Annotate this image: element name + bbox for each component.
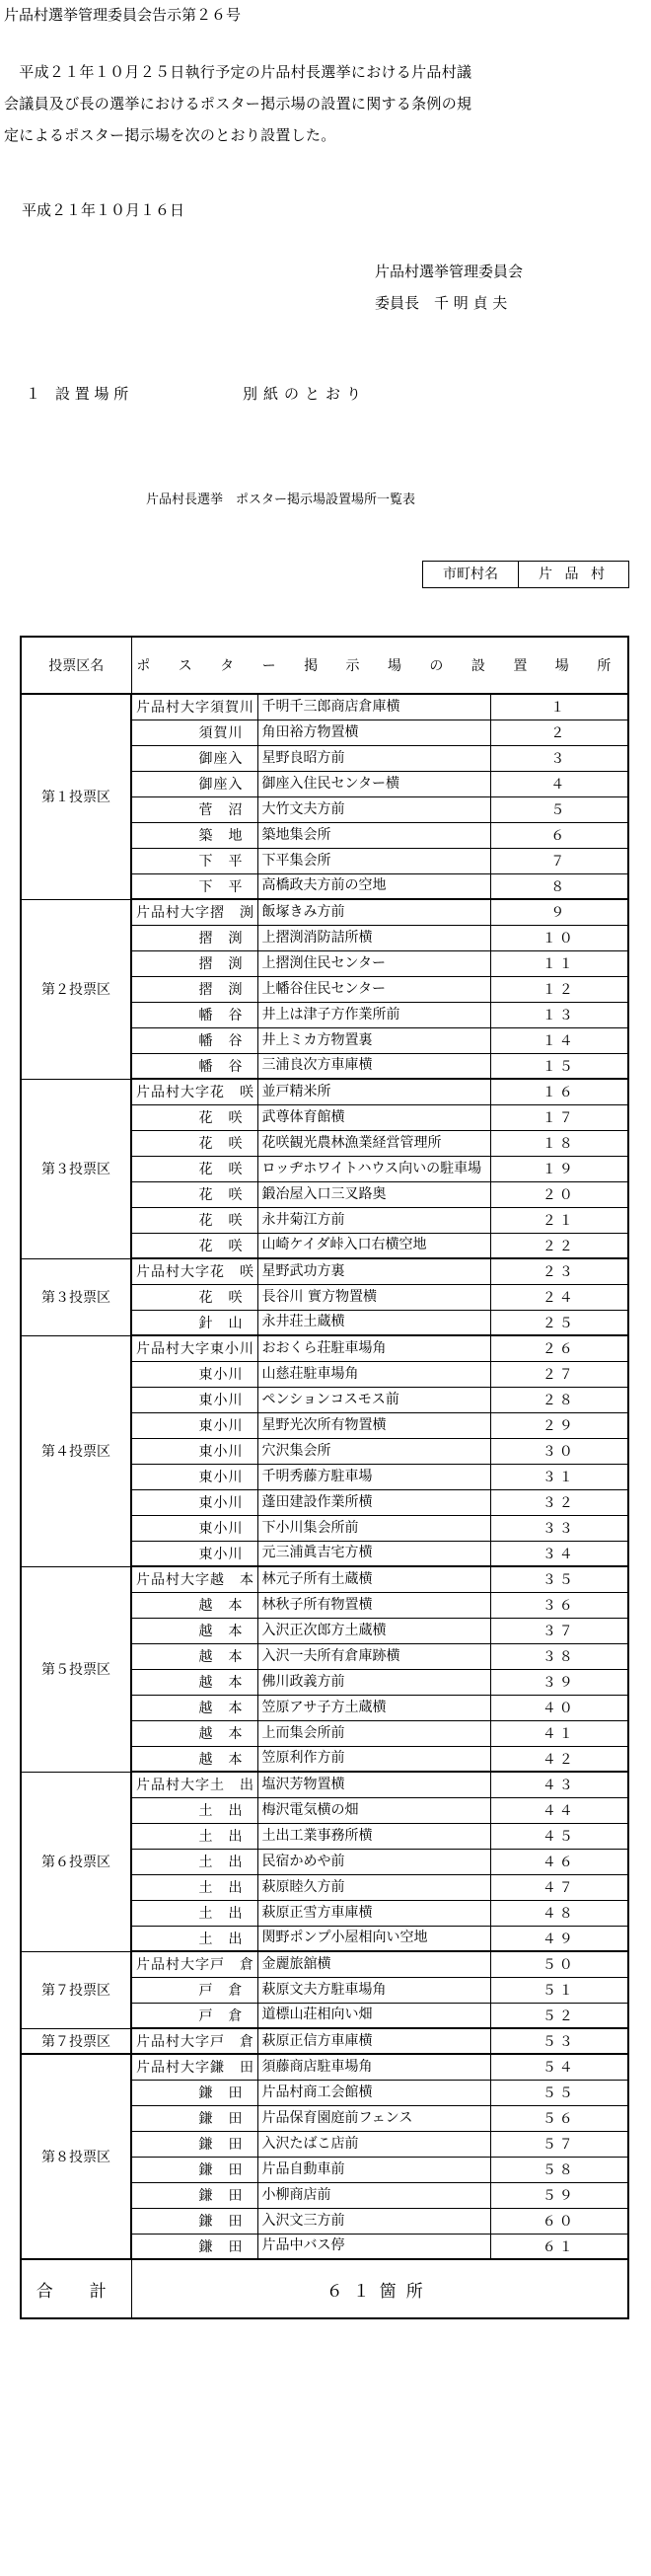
location-name: 萩原睦久方前 [257,1874,490,1900]
location-name: 入沢一夫所有倉庫跡横 [257,1643,490,1669]
location-number: １１ [490,950,628,976]
location-name: 長谷川 實方物置横 [257,1284,490,1310]
location-number: １４ [490,1027,628,1053]
location-name: 笠原利作方前 [257,1746,490,1772]
location-number: ２９ [490,1412,628,1438]
location-name: ロッヂホワイトハウス向いの駐車場 [257,1156,490,1181]
district-name: 第３投票区 [21,1258,131,1335]
location-name: 林秋子所有物置横 [257,1592,490,1618]
location-name: 須藤商店駐車場角 [257,2054,490,2080]
area-name: 片品村大字鎌 田 [131,2054,257,2080]
location-number: ８ [490,873,628,899]
location-number: ６０ [490,2208,628,2234]
location-number: １５ [490,1053,628,1079]
area-name: 土 出 [131,1874,257,1900]
area-name: 土 出 [131,1900,257,1926]
location-number: ５３ [490,2028,628,2054]
location-name: 鍛冶屋入口三叉路奥 [257,1181,490,1207]
location-number: １０ [490,925,628,950]
table-body [21,694,628,2259]
location-number: ３７ [490,1618,628,1643]
location-number: ４６ [490,1849,628,1874]
location-name: 入沢文三方前 [257,2208,490,2234]
district-name: 第１投票区 [21,694,131,899]
location-number: ４２ [490,1746,628,1772]
location-number: ２４ [490,1284,628,1310]
district-name: 第２投票区 [21,899,131,1079]
location-number: ４０ [490,1695,628,1720]
location-name: 大竹文夫方前 [257,796,490,822]
location-number: ２０ [490,1181,628,1207]
location-number: ２６ [490,1335,628,1361]
location-number: ５８ [490,2157,628,2182]
area-name: 土 出 [131,1797,257,1823]
area-name: 越 本 [131,1643,257,1669]
location-name: 星野光次所有物置横 [257,1412,490,1438]
location-name: おおくら荘駐車場角 [257,1335,490,1361]
area-name: 下 平 [131,873,257,899]
location-number: ６ [490,822,628,848]
location-name: 関野ポンプ小屋相向い空地 [257,1926,490,1951]
list-title: 片品村長選挙 ポスター掲示場設置場所一覧表 [146,492,416,507]
committee-name: 片品村選挙管理委員会 [375,263,524,280]
location-name: 入沢たばこ店前 [257,2131,490,2157]
location-number: １２ [490,976,628,1002]
column-header-location: ポ ス タ ー 掲 示 場 の 設 置 場 所 [131,637,628,694]
area-name: 越 本 [131,1746,257,1772]
location-name: 入沢正次郎方土蔵横 [257,1618,490,1643]
table-row [21,1079,628,1104]
area-name: 幡 谷 [131,1002,257,1027]
location-number: １７ [490,1104,628,1130]
location-number: ３０ [490,1438,628,1464]
area-name: 片品村大字東小川 [131,1335,257,1361]
location-number: ３５ [490,1566,628,1592]
district-name: 第７投票区 [21,2028,131,2054]
table-row [21,1951,628,1977]
district-name: 第６投票区 [21,1772,131,1951]
location-number: ５７ [490,2131,628,2157]
location-name: 笠原アサ子方土蔵横 [257,1695,490,1720]
area-name: 摺 渕 [131,950,257,976]
location-name: 永井荘土蔵横 [257,1310,490,1335]
location-name: 梅沢電気横の畑 [257,1797,490,1823]
area-name: 片品村大字土 出 [131,1772,257,1797]
item-1-label: １ 設 置 場 所 [26,385,129,403]
table-row [21,1258,628,1284]
area-name: 花 咲 [131,1130,257,1156]
area-name: 御座入 [131,771,257,796]
location-number: ４３ [490,1772,628,1797]
committee-chair: 委員長 千 明 貞 夫 [375,294,508,312]
area-name: 東小川 [131,1541,257,1566]
location-name: 上而集会所前 [257,1720,490,1746]
location-number: ３３ [490,1515,628,1541]
location-number: ４４ [490,1797,628,1823]
location-number: ５９ [490,2182,628,2208]
table-row [21,2054,628,2080]
location-name: 三浦良次方車庫横 [257,1053,490,1079]
area-name: 越 本 [131,1720,257,1746]
location-name: 萩原正雪方車庫横 [257,1900,490,1926]
location-number: ５ [490,796,628,822]
area-name: 片品村大字花 咲 [131,1079,257,1104]
area-name: 土 出 [131,1849,257,1874]
location-name: 片品自動車前 [257,2157,490,2182]
notice-header: 片品村選挙管理委員会告示第２６号 [4,6,242,24]
municipality-box [422,561,629,588]
area-name: 花 咲 [131,1284,257,1310]
area-name: 東小川 [131,1412,257,1438]
location-number: １８ [490,1130,628,1156]
area-name: 東小川 [131,1361,257,1387]
location-name: 土出工業事務所横 [257,1823,490,1849]
area-name: 鎌 田 [131,2208,257,2234]
location-number: ３６ [490,1592,628,1618]
location-number: ５２ [490,2003,628,2028]
location-name: 上幡谷住民センター [257,976,490,1002]
location-name: 築地集会所 [257,822,490,848]
location-number: ４５ [490,1823,628,1849]
area-name: 越 本 [131,1618,257,1643]
area-name: 片品村大字戸 倉 [131,2028,257,2054]
notice-body-line-2: 会議員及び長の選挙におけるポスター掲示場の設置に関する条例の規 [4,95,472,113]
location-number: ５１ [490,1977,628,2003]
location-name: 御座入住民センター横 [257,771,490,796]
table-row [21,1772,628,1797]
location-name: 山崎ケイダ峠入口右横空地 [257,1233,490,1258]
location-name: 下平集会所 [257,848,490,873]
location-name: 蓬田建設作業所横 [257,1489,490,1515]
location-number: ６１ [490,2234,628,2259]
area-name: 越 本 [131,1669,257,1695]
location-name: 萩原文夫方駐車場角 [257,1977,490,2003]
location-number: ２５ [490,1310,628,1335]
area-name: 針 山 [131,1310,257,1335]
area-name: 東小川 [131,1464,257,1489]
total-label: 合 計 [21,2259,131,2318]
area-name: 片品村大字摺 渕 [131,899,257,925]
location-number: １６ [490,1079,628,1104]
location-name: 並戸精米所 [257,1079,490,1104]
location-name: 元三浦眞吉宅方横 [257,1541,490,1566]
location-name: 上摺渕住民センター [257,950,490,976]
location-name: 小柳商店前 [257,2182,490,2208]
area-name: 鎌 田 [131,2157,257,2182]
table-row [21,899,628,925]
area-name: 土 出 [131,1926,257,1951]
location-number: ４ [490,771,628,796]
location-number: ７ [490,848,628,873]
area-name: 幡 谷 [131,1027,257,1053]
location-name: 下小川集会所前 [257,1515,490,1541]
municipality-value: 片 品 村 [539,567,609,582]
total-row [21,2259,628,2318]
location-name: 穴沢集会所 [257,1438,490,1464]
location-name: 林元子所有土蔵横 [257,1566,490,1592]
location-name: 片品中バス停 [257,2234,490,2259]
district-name: 第４投票区 [21,1335,131,1566]
area-name: 菅 沼 [131,796,257,822]
location-name: ペンションコスモス前 [257,1387,490,1412]
area-name: 鎌 田 [131,2105,257,2131]
poster-location-table [20,636,629,2319]
location-number: ２７ [490,1361,628,1387]
area-name: 下 平 [131,848,257,873]
item-1-value: 別紙のとおり [243,385,368,403]
table-row [21,694,628,720]
location-number: ５５ [490,2080,628,2105]
area-name: 花 咲 [131,1181,257,1207]
area-name: 花 咲 [131,1156,257,1181]
location-number: ２１ [490,1207,628,1233]
location-name: 民宿かめや前 [257,1849,490,1874]
location-number: ５６ [490,2105,628,2131]
location-number: ９ [490,899,628,925]
column-header-district: 投票区名 [21,637,131,694]
location-number: ３ [490,745,628,771]
location-name: 武尊体育館横 [257,1104,490,1130]
location-name: 星野武功方裏 [257,1258,490,1284]
location-number: ５０ [490,1951,628,1977]
table-header-row [21,637,628,694]
area-name: 東小川 [131,1387,257,1412]
area-name: 築 地 [131,822,257,848]
district-name: 第３投票区 [21,1079,131,1258]
area-name: 東小川 [131,1438,257,1464]
area-name: 幡 谷 [131,1053,257,1079]
area-name: 越 本 [131,1592,257,1618]
location-number: ２２ [490,1233,628,1258]
location-number: ４７ [490,1874,628,1900]
area-name: 片品村大字花 咲 [131,1258,257,1284]
location-name: 花咲観光農林漁業経営管理所 [257,1130,490,1156]
location-name: 萩原正信方車庫横 [257,2028,490,2054]
location-name: 金麗旅舘横 [257,1951,490,1977]
municipality-label: 市町村名 [423,562,519,587]
location-number: ５４ [490,2054,628,2080]
location-name: 千明千三郎商店倉庫横 [257,694,490,720]
location-number: ３８ [490,1643,628,1669]
table-row [21,2028,628,2054]
location-number: ２８ [490,1387,628,1412]
area-name: 花 咲 [131,1104,257,1130]
area-name: 鎌 田 [131,2131,257,2157]
area-name: 片品村大字須賀川 [131,694,257,720]
area-name: 花 咲 [131,1233,257,1258]
location-number: １３ [490,1002,628,1027]
location-number: ３２ [490,1489,628,1515]
location-name: 井上ミカ方物置裏 [257,1027,490,1053]
district-name: 第７投票区 [21,1951,131,2028]
location-name: 飯塚きみ方前 [257,899,490,925]
location-number: ４１ [490,1720,628,1746]
location-name: 星野良昭方前 [257,745,490,771]
table-row [21,1566,628,1592]
area-name: 御座入 [131,745,257,771]
area-name: 摺 渕 [131,976,257,1002]
location-name: 高橋政夫方前の空地 [257,873,490,899]
area-name: 鎌 田 [131,2234,257,2259]
location-number: ３９ [490,1669,628,1695]
location-number: ４８ [490,1900,628,1926]
area-name: 片品村大字戸 倉 [131,1951,257,1977]
location-number: ３４ [490,1541,628,1566]
location-name: 上摺渕消防詰所横 [257,925,490,950]
location-number: ２３ [490,1258,628,1284]
table-row [21,1335,628,1361]
location-name: 永井菊江方前 [257,1207,490,1233]
notice-date: 平成２１年１０月１６日 [22,201,185,219]
location-name: 佛川政義方前 [257,1669,490,1695]
district-name: 第８投票区 [21,2054,131,2259]
area-name: 花 咲 [131,1207,257,1233]
location-number: １ [490,694,628,720]
location-name: 井上は津子方作業所前 [257,1002,490,1027]
total-value: ６１箇所 [131,2259,628,2318]
location-name: 山慈荘駐車場角 [257,1361,490,1387]
area-name: 片品村大字越 本 [131,1566,257,1592]
notice-body-line-1: 平成２１年１０月２５日執行予定の片品村長選挙における片品村議 [4,63,472,81]
area-name: 東小川 [131,1515,257,1541]
location-number: ３１ [490,1464,628,1489]
district-name: 第５投票区 [21,1566,131,1772]
notice-body-line-3: 定によるポスター掲示場を次のとおり設置した。 [4,126,336,144]
area-name: 須賀川 [131,720,257,745]
area-name: 東小川 [131,1489,257,1515]
area-name: 摺 渕 [131,925,257,950]
location-name: 道標山荘相向い畑 [257,2003,490,2028]
location-number: １９ [490,1156,628,1181]
location-name: 片品村商工会館横 [257,2080,490,2105]
area-name: 越 本 [131,1695,257,1720]
location-name: 塩沢芳物置横 [257,1772,490,1797]
area-name: 土 出 [131,1823,257,1849]
location-name: 千明秀藤方駐車場 [257,1464,490,1489]
area-name: 鎌 田 [131,2080,257,2105]
area-name: 鎌 田 [131,2182,257,2208]
location-name: 角田裕方物置横 [257,720,490,745]
area-name: 戸 倉 [131,2003,257,2028]
location-number: ４９ [490,1926,628,1951]
location-name: 片品保育園庭前フェンス [257,2105,490,2131]
area-name: 戸 倉 [131,1977,257,2003]
location-number: ２ [490,720,628,745]
